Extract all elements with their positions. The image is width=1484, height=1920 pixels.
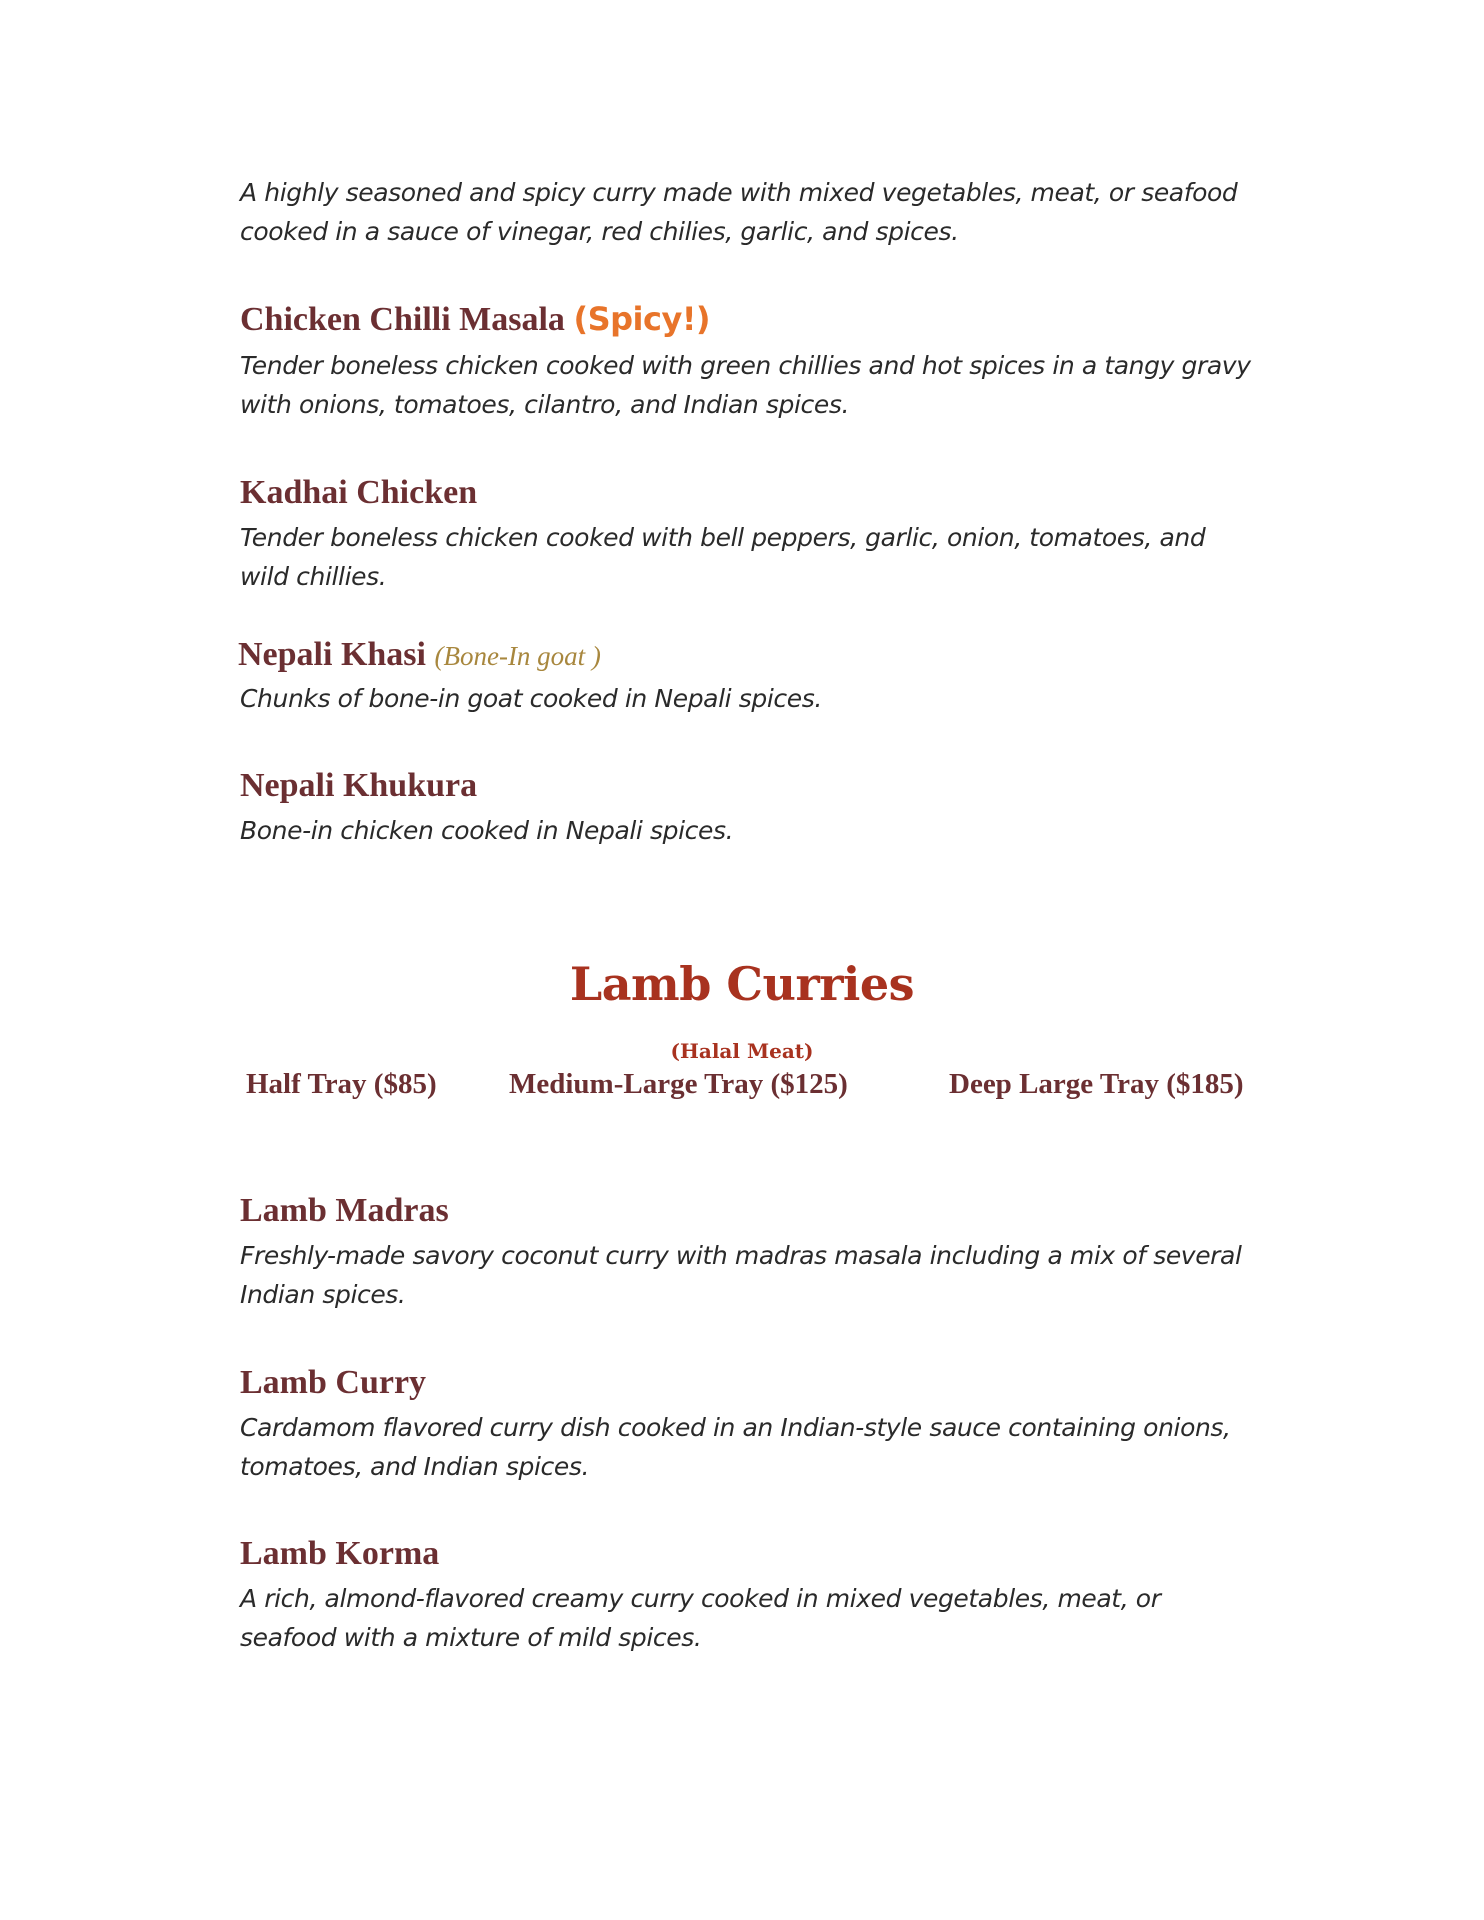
dish-description: Freshly-made savory coconut curry with madras masala including a mix of several Indian spices. <box>240 1241 1242 1309</box>
dish-title-nepali-khukura <box>240 767 477 805</box>
dish-description: A rich, almond-flavored creamy curry cooked in mixed vegetables, meat, or seafood with a mixture of mild spices. <box>240 1584 1161 1652</box>
dish-description: Chunks of bone-in goat cooked in Nepali spices. <box>240 684 822 713</box>
dish-title-nepali-khasi <box>238 636 601 674</box>
dish-title-kadhai-chicken <box>240 474 477 512</box>
intro-description: A highly seasoned and spicy curry made with mixed vegetables, meat, or seafood cooked in a sauce of vinegar, red chilies, garlic, and spices. <box>240 178 1238 246</box>
dish-title-chicken-chilli-masala <box>240 300 710 339</box>
dish-title-lamb-madras <box>240 1192 449 1230</box>
dish-description: Bone-in chicken cooked in Nepali spices. <box>240 816 734 845</box>
spicy-tag: (Spicy!) <box>573 300 711 338</box>
dish-name: Lamb Curry <box>240 1364 427 1401</box>
dish-name: Chicken Chilli Masala <box>240 301 565 338</box>
section-subtitle: (Halal Meat) <box>670 1039 814 1063</box>
dish-name: Nepali Khasi <box>238 636 426 673</box>
tray-price-deep-large: Deep Large Tray ($185) <box>949 1068 1244 1100</box>
tray-price-half: Half Tray ($85) <box>246 1068 437 1100</box>
section-title: Lamb Curries <box>569 957 915 1011</box>
dish-title-lamb-korma <box>240 1535 439 1573</box>
dish-description: Tender boneless chicken cooked with green chillies and hot spices in a tangy gravy with onions, tomatoes, cilantro, and Indian spices. <box>240 351 1251 419</box>
dish-description: Cardamom flavored curry dish cooked in an Indian-style sauce containing onions, tomatoes, and Indian spices. <box>240 1413 1231 1481</box>
dish-description: Tender boneless chicken cooked with bell peppers, garlic, onion, tomatoes, and wild chillies. <box>240 523 1206 591</box>
dish-name: Lamb Madras <box>240 1192 449 1229</box>
dish-title-lamb-curry <box>240 1364 426 1402</box>
dish-name: Kadhai Chicken <box>240 474 478 511</box>
tray-price-medium-large: Medium-Large Tray ($125) <box>509 1068 848 1100</box>
dish-name: Nepali Khukura <box>240 767 478 804</box>
dish-note: (Bone-In goat ) <box>434 641 601 671</box>
dish-name: Lamb Korma <box>240 1535 440 1572</box>
